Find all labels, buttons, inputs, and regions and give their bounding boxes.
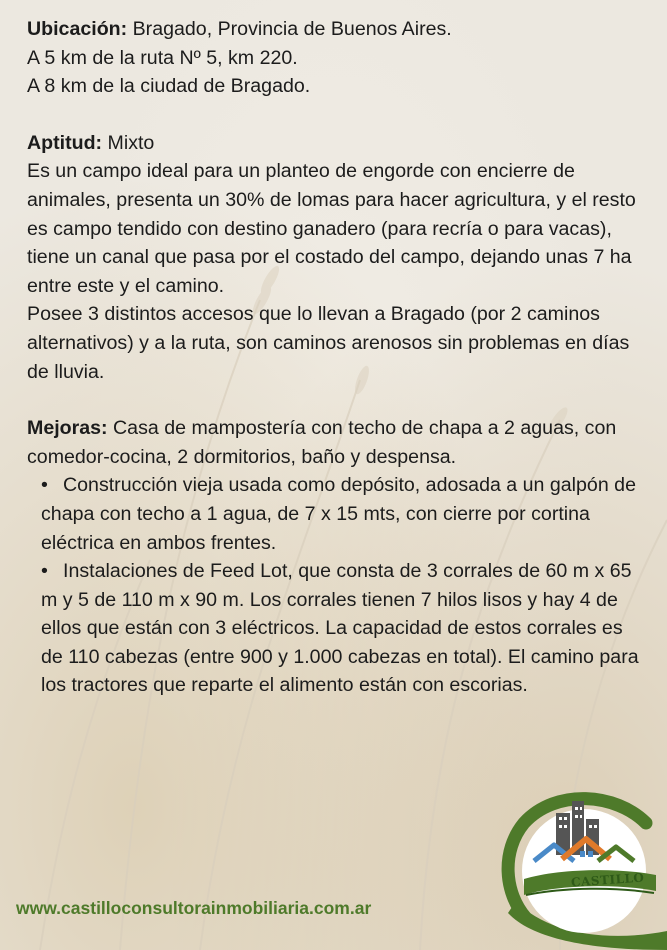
route-distance: A 5 km de la ruta Nº 5, km 220. bbox=[27, 46, 298, 69]
bullet-icon: • bbox=[41, 560, 48, 583]
logo-text: CASTILLO bbox=[570, 870, 645, 890]
improvement-item bbox=[27, 557, 647, 700]
city-distance: A 8 km de la ciudad de Bragado. bbox=[27, 75, 311, 98]
improvements-label: Mejoras: bbox=[27, 417, 108, 440]
aptitude-value: Mixto bbox=[102, 131, 155, 154]
bullet-icon: • bbox=[41, 474, 48, 497]
location-line bbox=[27, 15, 647, 44]
location-value: Bragado, Provincia de Buenos Aires. bbox=[127, 18, 452, 40]
aptitude-paragraph-1: Es un campo ideal para un planteo de engorde con encierre de animales, presenta un 30% de lomas para hacer agricultura, y el resto es campo tendido con destino ganadero (para recría o para vacas), tiene un canal que pasa por el costado del campo, dejando unas 7 ha entre este y el camino. bbox=[27, 160, 636, 297]
improvement-item bbox=[27, 471, 647, 557]
improvements-line bbox=[27, 414, 647, 471]
aptitude-line bbox=[27, 129, 647, 158]
improvements-value: Casa de mampostería con techo de chapa a 2 aguas, con comedor-cocina, 2 dormitorios, baño y despensa. bbox=[27, 417, 617, 468]
location-label: Ubicación: bbox=[27, 18, 128, 40]
aptitude-paragraph-2: Posee 3 distintos accesos que lo llevan a Bragado (por 2 caminos alternativos) y a la ruta, son caminos arenosos sin problemas en días de lluvia. bbox=[27, 303, 630, 383]
improvement-item-text: Construcción vieja usada como depósito, adosada a un galpón de chapa con techo a 1 agua, de 7 x 15 mts, con cierre por cortina eléctrica en ambos frentes. bbox=[41, 474, 636, 554]
property-description bbox=[27, 15, 647, 700]
castillo-logo bbox=[496, 783, 667, 950]
aptitude-label: Aptitud: bbox=[27, 131, 103, 154]
improvement-item-text: Instalaciones de Feed Lot, que consta de 3 corrales de 60 m x 65 m y 5 de 110 m x 90 m. Los corrales tienen 7 hilos lisos y hay 4 de ellos que están con 3 eléctricos. La capacidad de estos corrales es de 110 cabezas (entre 900 y 1.000 cabezas en total). El camino para los tractores que reparte el alimento están con escorias. bbox=[41, 560, 639, 697]
website-link[interactable]: www.castilloconsultorainmobiliaria.com.ar bbox=[16, 898, 372, 918]
